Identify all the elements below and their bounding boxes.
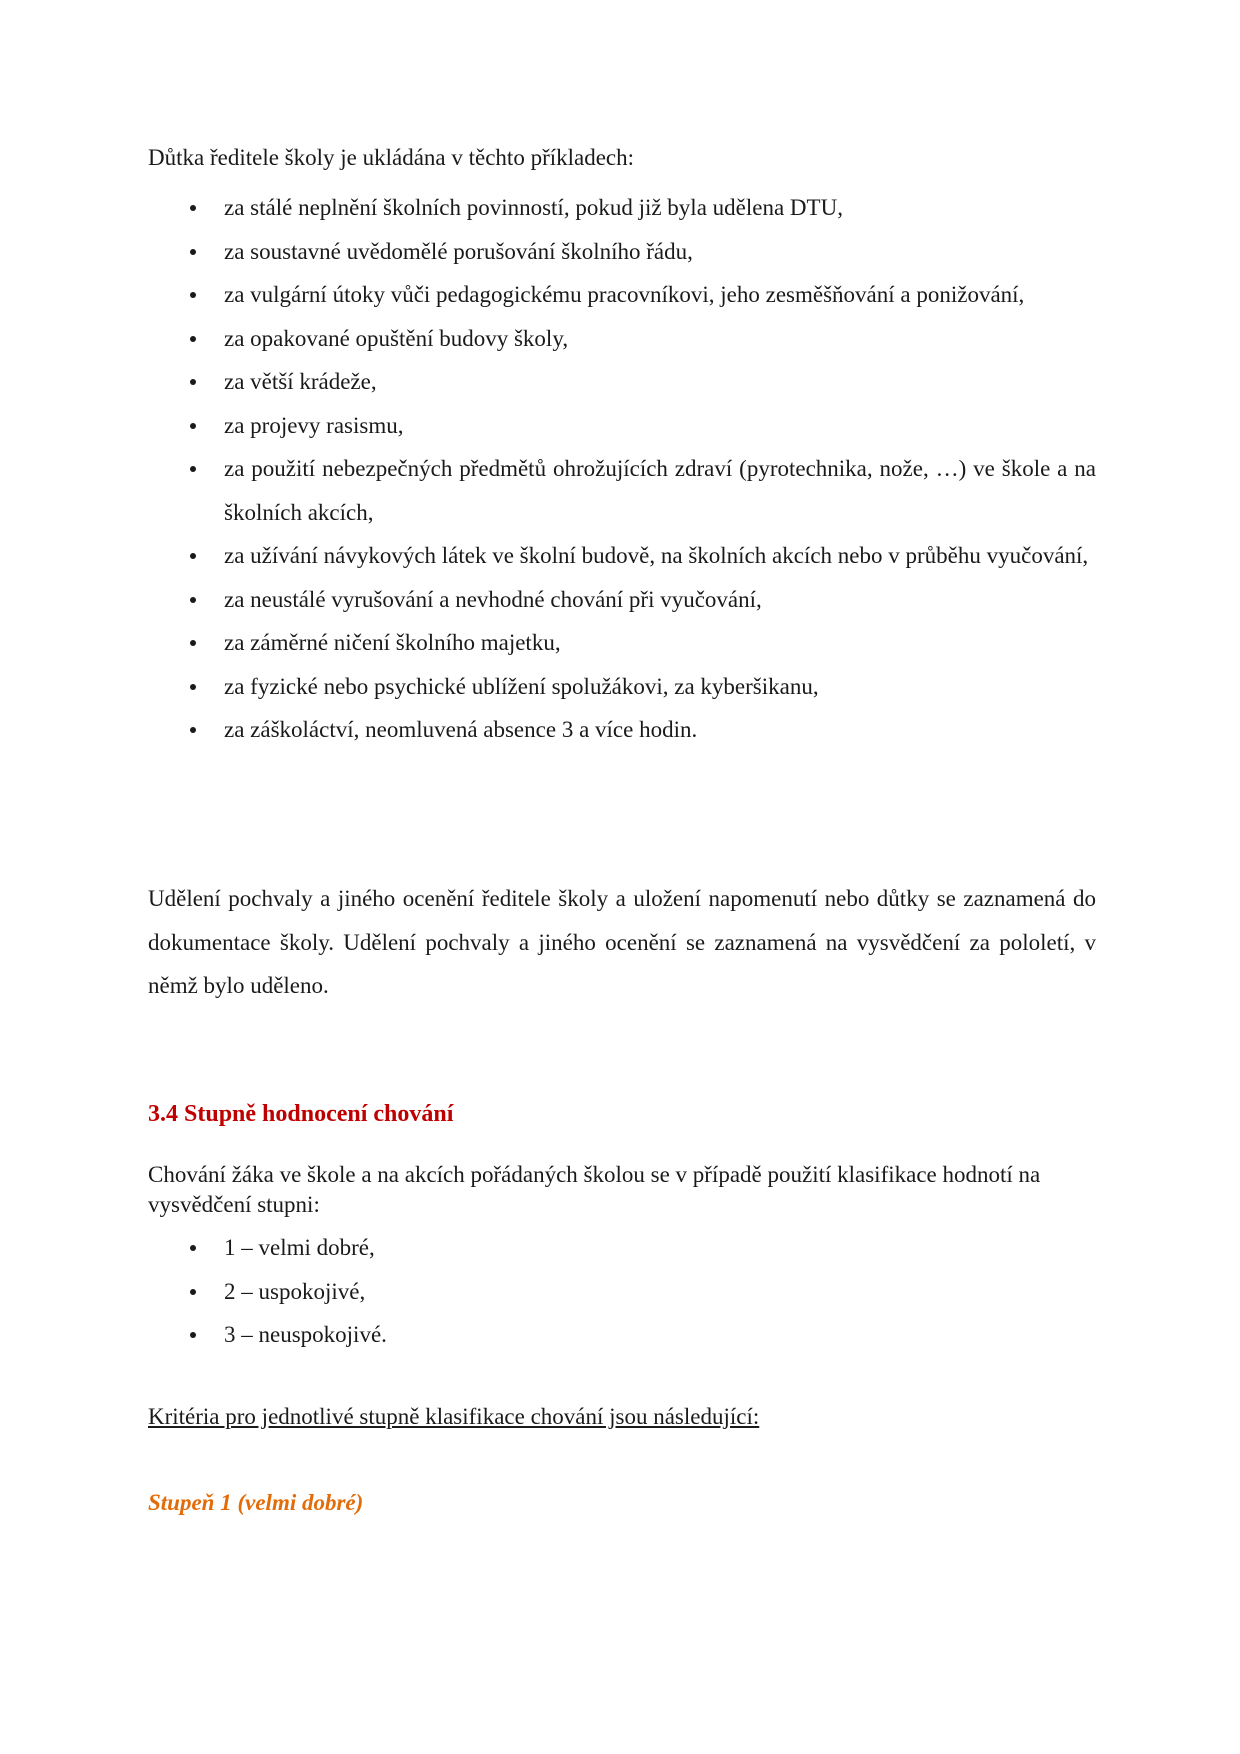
list-item: za projevy rasismu,	[148, 404, 1096, 448]
list-item: za užívání návykových látek ve školní budově, na školních akcích nebo v průběhu vyučování,	[148, 534, 1096, 578]
intro-text: Důtka ředitele školy je ukládána v těchto příkladech:	[148, 145, 635, 170]
list-item: za použití nebezpečných předmětů ohrožujících zdraví (pyrotechnika, nože, …) ve škole a na školních akcích,	[148, 447, 1096, 534]
section-heading: 3.4 Stupně hodnocení chování	[148, 1101, 454, 1127]
list-item: za opakované opuštění budovy školy,	[148, 317, 1096, 361]
list-item: za neustálé vyrušování a nevhodné chování při vyučování,	[148, 578, 1096, 622]
body-paragraph: Udělení pochvaly a jiného ocenění ředitele školy a uložení napomenutí nebo důtky se zaznamená do dokumentace školy. Udělení pochvaly a jiného ocenění se zaznamená na vysvědčení za pololetí, v němž bylo uděleno.	[148, 886, 1096, 998]
list-item: za stálé neplnění školních povinností, pokud již byla udělena DTU,	[148, 186, 1096, 230]
list-item: za záškoláctví, neomluvená absence 3 a více hodin.	[148, 708, 1096, 752]
grade-list	[148, 1226, 1096, 1357]
list-item: za záměrné ničení školního majetku,	[148, 621, 1096, 665]
grade-subheading: Stupeň 1 (velmi dobré)	[148, 1490, 364, 1515]
list-item: za fyzické nebo psychické ublížení spolužákovi, za kyberšikanu,	[148, 665, 1096, 709]
list-item: 1 – velmi dobré,	[148, 1226, 1096, 1270]
list-item: za soustavné uvědomělé porušování školního řádu,	[148, 230, 1096, 274]
section-intro: Chování žáka ve škole a na akcích pořádaných školou se v případě použití klasifikace hodnotí na vysvědčení stupni:	[148, 1162, 1041, 1217]
criteria-label: Kritéria pro jednotlivé stupně klasifikace chování jsou následující:	[148, 1404, 760, 1429]
list-item: za větší krádeže,	[148, 360, 1096, 404]
reprimand-list	[148, 186, 1096, 752]
list-item: 3 – neuspokojivé.	[148, 1313, 1096, 1357]
list-item: za vulgární útoky vůči pedagogickému pracovníkovi, jeho zesměšňování a ponižování,	[148, 273, 1096, 317]
list-item: 2 – uspokojivé,	[148, 1270, 1096, 1314]
